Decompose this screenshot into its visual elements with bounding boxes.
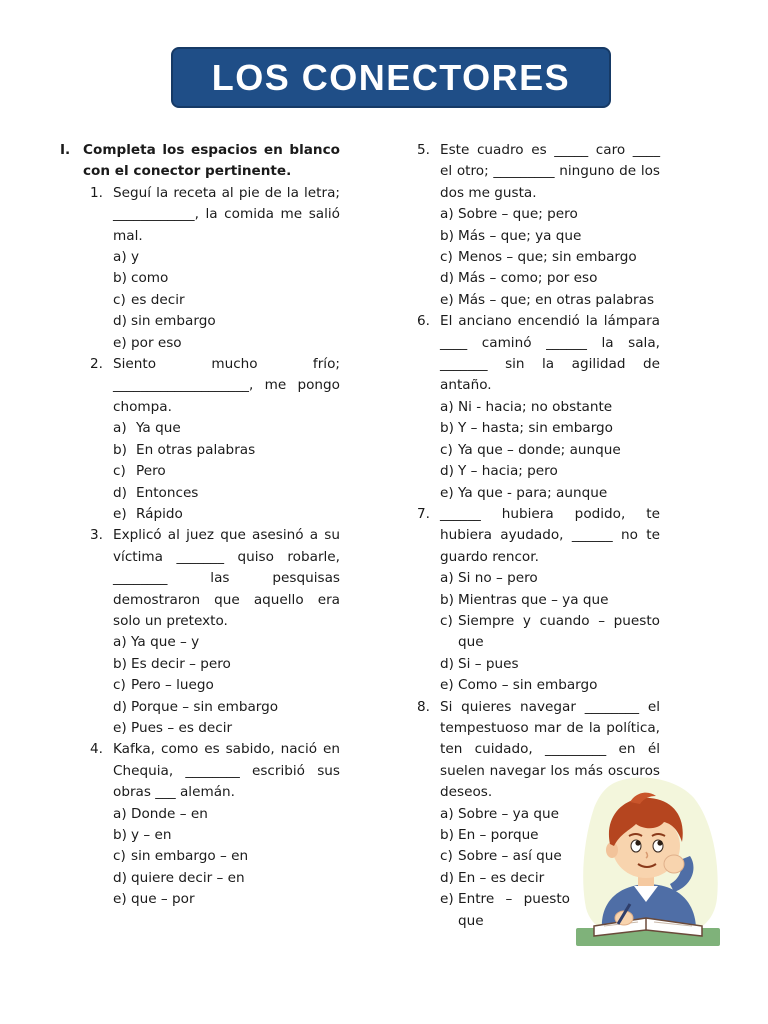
section-heading [60, 140, 340, 183]
option-b: b) Y – hasta; sin embargo [440, 420, 613, 437]
title-banner [171, 47, 611, 108]
question-number: 6. [417, 313, 430, 330]
question-4 [77, 739, 340, 910]
question-text: Si quieres navegar ________ el tempestuoso mar de la política, ten cuidado, _________ en él suelen navegar los más oscuros deseos. [440, 698, 660, 801]
section-number: I. [60, 142, 71, 158]
option-e: e) por eso [113, 334, 182, 351]
section-instruction: Completa los espacios en blanco con el conector pertinente. [83, 142, 340, 180]
option-e: e) Más – que; en otras palabras [440, 291, 655, 308]
question-number: 5. [417, 142, 430, 158]
thinking-boy-illustration [574, 768, 722, 948]
option-c: c) Sobre – así que [440, 848, 562, 865]
question-text: Kafka, como es sabido, nació en Chequia, ________ escribió sus obras ___ alemán. [113, 741, 340, 801]
option-b: b) En otras palabras [113, 441, 256, 458]
option-e: e) Como – sin embargo [440, 677, 598, 694]
option-e: e) Ya que - para; aunque [440, 484, 608, 501]
option-a: a) Sobre – que; pero [440, 206, 578, 223]
question-5 [404, 140, 660, 311]
question-text: ______ hubiera podido, te hubiera ayudado, ______ no te guardo rencor. [440, 505, 660, 565]
option-d: d) quiere decir – en [113, 869, 245, 886]
option-b: b) como [113, 270, 169, 287]
option-c: c) Pero – luego [113, 677, 214, 694]
option-b: b) Más – que; ya que [440, 227, 582, 244]
option-b: b) Es decir – pero [113, 655, 231, 672]
option-d: d) Más – como; por eso [440, 270, 598, 287]
option-d: d) Y – hacia; pero [440, 463, 558, 480]
question-number: 1. [90, 184, 103, 201]
question-number: 4. [90, 741, 103, 758]
option-d: d) En – es decir [440, 869, 545, 886]
option-c: c) Ya que – donde; aunque [440, 441, 621, 458]
option-b: b) En – porque [440, 827, 539, 843]
option-d: d) sin embargo [113, 313, 216, 330]
option-a: a) Ya que – y [113, 634, 200, 651]
option-c: c) Pero [113, 463, 166, 480]
option-c: c) Menos – que; sin embargo [440, 249, 637, 266]
option-e: e) Entre – puesto que [440, 891, 570, 929]
question-number: 3. [90, 527, 103, 544]
option-b: b) y – en [113, 827, 172, 843]
question-3 [77, 525, 340, 739]
page-title: LOS CONECTORES [211, 56, 571, 98]
option-c: c) Siempre y cuando – puesto que [440, 612, 660, 651]
question-text: Seguí la receta al pie de la letra; ____________, la comida me salió mal. [113, 184, 340, 244]
option-d: d) Entonces [113, 484, 199, 501]
option-c: c) sin embargo – en [113, 848, 249, 865]
option-e: e) Pues – es decir [113, 719, 233, 736]
question-text: Siento mucho frío; ____________________, me pongo chompa. [113, 356, 340, 415]
option-a: a) Donde – en [113, 805, 208, 822]
question-text: Explicó al juez que asesinó a su víctima _______ quiso robarle, ________ las pesquisas demostraron que aquello era solo un pretexto. [113, 527, 340, 629]
option-a: a) y [113, 249, 140, 266]
option-d: d) Porque – sin embargo [113, 698, 279, 715]
question-number: 2. [90, 356, 103, 373]
option-b: b) Mientras que – ya que [440, 591, 609, 608]
option-e: e) Rápido [113, 505, 183, 522]
option-a: a) Si no – pero [440, 570, 538, 587]
hand [664, 855, 684, 873]
option-a: a) Sobre – ya que [440, 805, 559, 822]
option-d: d) Si – pues [440, 655, 519, 672]
question-6 [404, 311, 660, 504]
option-a: a) Ya que [113, 420, 181, 437]
question-number: 8. [417, 698, 430, 715]
option-a: a) Ni - hacia; no obstante [440, 398, 613, 415]
question-7 [404, 504, 660, 697]
question-text: El anciano encendió la lámpara ____ caminó ______ la sala, _______ sin la agilidad de antaño. [440, 313, 660, 394]
option-c: c) es decir [113, 291, 185, 308]
question-number: 7. [417, 505, 430, 522]
question-1 [77, 183, 340, 354]
question-2 [77, 354, 340, 525]
option-e: e) que – por [113, 891, 195, 908]
left-column [60, 140, 340, 911]
question-text: Este cuadro es _____ caro ____ el otro; _________ ninguno de los dos me gusta. [440, 142, 660, 201]
